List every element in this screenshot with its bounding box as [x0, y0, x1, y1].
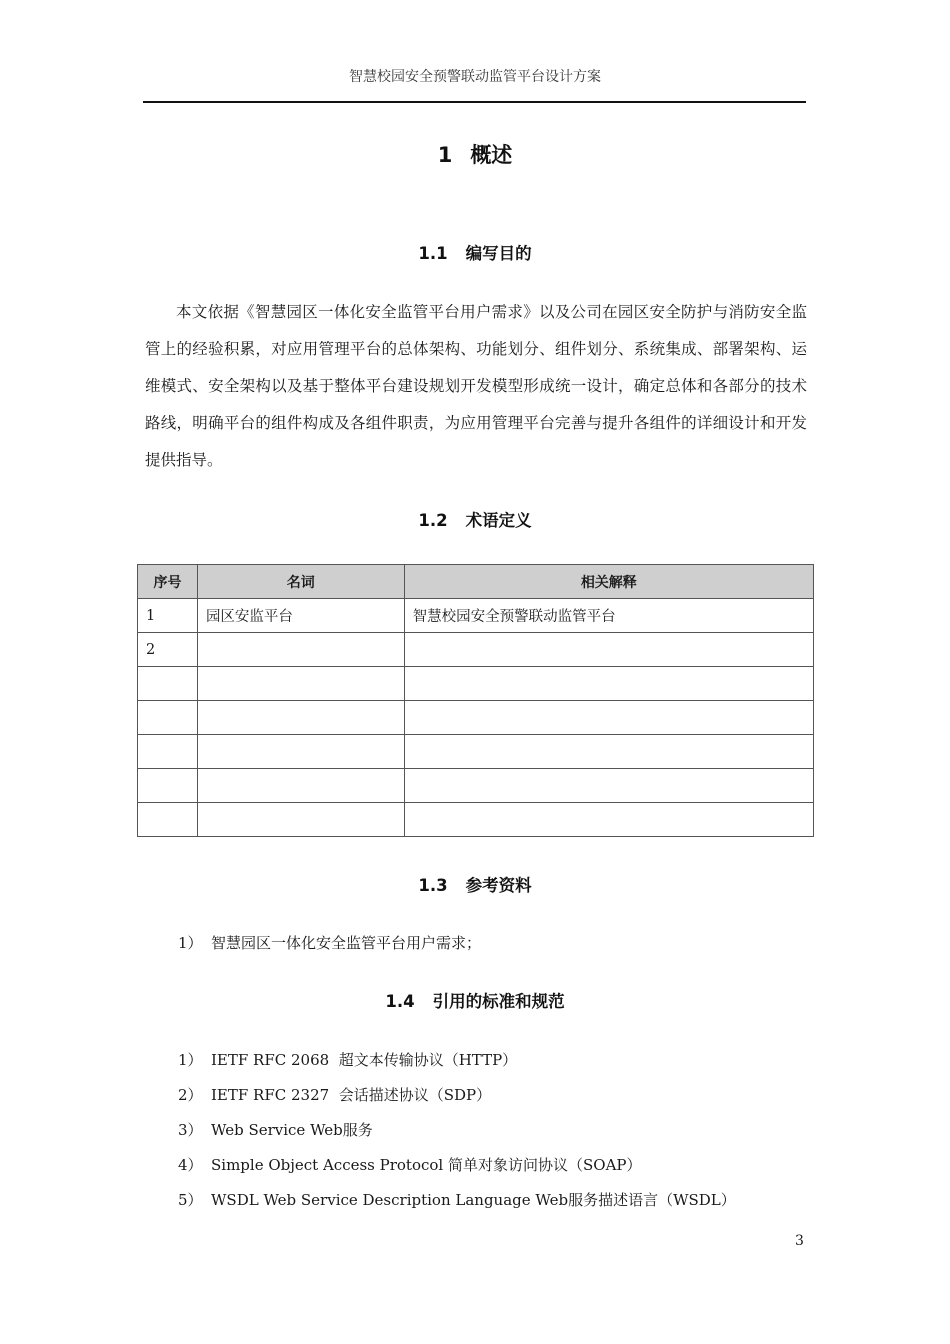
cell-term: [197, 735, 404, 769]
heading-1-1: [0, 240, 950, 264]
table-row: [138, 667, 814, 701]
list-item-text: WSDL Web Service Description Language Web服务描述语言（WSDL）: [211, 1191, 736, 1209]
purpose-paragraph: 本文依据《智慧园区一体化安全监管平台用户需求》以及公司在园区安全防护与消防安全监管上的经验积累，对应用管理平台的总体架构、功能划分、组件划分、系统集成、部署架构、运维模式、安全架构以及基于整体平台建设规划开发模型形成统一设计，确定总体和各部分的技术路线，明确平台的组件构成及各组件职责，为应用管理平台完善与提升各组件的详细设计和开发提供指导。: [145, 303, 807, 469]
table-row: [138, 735, 814, 769]
list-item-index: 2）: [178, 1086, 203, 1104]
list-item-index: 1）: [178, 1051, 203, 1069]
list-item-index: 4）: [178, 1156, 203, 1174]
list-item: [178, 1190, 736, 1225]
references-list: [178, 933, 481, 968]
heading-1-3-title: 参考资料: [465, 876, 532, 895]
cell-index: [138, 735, 198, 769]
list-item: [178, 1120, 736, 1155]
header-cell-explanation: 相关解释: [404, 565, 813, 599]
list-item: [178, 1050, 736, 1085]
cell-explanation: [404, 735, 813, 769]
cell-term: [197, 667, 404, 701]
heading-1-4-title: 引用的标准和规范: [432, 992, 565, 1011]
terms-table: [137, 564, 814, 837]
heading-1-3: [0, 872, 950, 896]
heading-1-number: 1: [437, 143, 453, 167]
cell-term: [197, 803, 404, 837]
cell-term: [197, 769, 404, 803]
cell-term: [197, 633, 404, 667]
list-item-text: 智慧园区一体化安全监管平台用户需求；: [211, 934, 482, 952]
table-header-row: [138, 565, 814, 599]
heading-1-4: [0, 988, 950, 1012]
heading-1-2-title: 术语定义: [465, 511, 532, 530]
cell-explanation: [404, 701, 813, 735]
cell-explanation: [404, 803, 813, 837]
cell-term: [197, 701, 404, 735]
heading-1-2-number: 1.2: [418, 511, 448, 530]
cell-explanation: 智慧校园安全预警联动监管平台: [404, 599, 813, 633]
cell-explanation: [404, 769, 813, 803]
header-divider: [143, 101, 806, 103]
page-header-title: 智慧校园安全预警联动监管平台设计方案: [349, 69, 601, 85]
list-item: [178, 933, 481, 968]
heading-1-4-number: 1.4: [385, 992, 415, 1011]
page-number: 3: [795, 1233, 804, 1249]
header-cell-term: 名词: [197, 565, 404, 599]
list-item-index: 5）: [178, 1191, 203, 1209]
cell-index: [138, 769, 198, 803]
cell-explanation: [404, 633, 813, 667]
cell-index: 1: [138, 599, 198, 633]
standards-list: [178, 1050, 736, 1225]
cell-index: 2: [138, 633, 198, 667]
cell-index: [138, 701, 198, 735]
heading-1-3-number: 1.3: [418, 876, 448, 895]
header-cell-index: 序号: [138, 565, 198, 599]
table-row: [138, 803, 814, 837]
heading-1: [0, 139, 950, 169]
heading-1-title: 概述: [470, 143, 513, 167]
cell-explanation: [404, 667, 813, 701]
cell-term: 园区安监平台: [197, 599, 404, 633]
list-item-index: 1）: [178, 934, 203, 952]
table-row: [138, 633, 814, 667]
list-item-text: IETF RFC 2327 会话描述协议（SDP）: [211, 1086, 492, 1104]
cell-index: [138, 803, 198, 837]
heading-1-1-number: 1.1: [418, 244, 448, 263]
list-item-text: Simple Object Access Protocol 简单对象访问协议（SOAP）: [211, 1156, 642, 1174]
list-item: [178, 1085, 736, 1120]
table-row: [138, 599, 814, 633]
list-item-index: 3）: [178, 1121, 203, 1139]
list-item-text: Web Service Web服务: [211, 1121, 373, 1139]
list-item-text: IETF RFC 2068 超文本传输协议（HTTP）: [211, 1051, 518, 1069]
cell-index: [138, 667, 198, 701]
heading-1-2: [0, 507, 950, 531]
list-item: [178, 1155, 736, 1190]
table-row: [138, 701, 814, 735]
table-row: [138, 769, 814, 803]
heading-1-1-title: 编写目的: [465, 244, 532, 263]
